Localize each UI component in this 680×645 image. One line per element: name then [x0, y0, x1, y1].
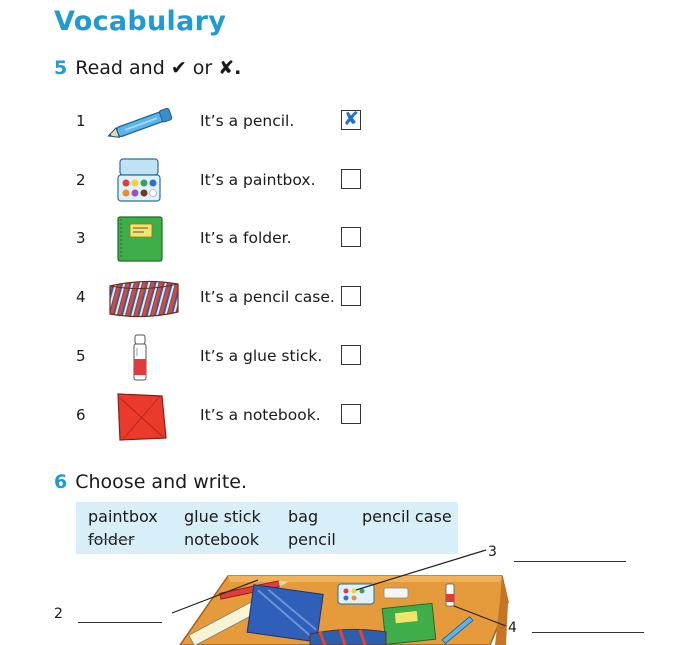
instruction-text: Choose and write. — [75, 471, 248, 493]
cross-symbol: ✘. — [218, 57, 242, 79]
folder-icon — [104, 215, 182, 265]
word-bank-item: paintbox — [88, 507, 158, 526]
instruction-text: Read and — [75, 57, 165, 79]
word-bank-item: pencil — [288, 530, 336, 549]
list-item — [0, 392, 680, 442]
list-item — [0, 274, 680, 324]
item-number: 2 — [76, 171, 86, 189]
answer-checkbox[interactable] — [341, 227, 361, 247]
item-number: 1 — [76, 112, 86, 130]
label-number: 2 — [54, 606, 63, 622]
or-text: or — [192, 57, 213, 79]
list-item — [0, 215, 680, 265]
answer-checkbox[interactable] — [341, 404, 361, 424]
label-number: 3 — [488, 544, 497, 560]
item-text: It’s a glue stick. — [200, 347, 323, 365]
exercise-number: 6 — [54, 471, 68, 493]
word-bank-item: notebook — [184, 530, 260, 549]
list-item — [0, 157, 680, 207]
label-number: 4 — [508, 620, 517, 636]
exercise-5-heading — [54, 57, 241, 79]
item-number: 5 — [76, 347, 86, 365]
list-item — [0, 333, 680, 383]
item-text: It’s a pencil. — [200, 112, 295, 130]
answer-checkbox[interactable]: ✘ — [341, 110, 361, 130]
answer-line[interactable] — [514, 561, 626, 562]
word-bank-item-crossed: folder — [88, 530, 135, 549]
item-number: 3 — [76, 229, 86, 247]
item-text: It’s a pencil case. — [200, 288, 335, 306]
item-text: It’s a notebook. — [200, 406, 321, 424]
pencil-case-icon — [104, 274, 182, 324]
pencil-icon — [104, 98, 182, 148]
answer-checkbox[interactable] — [341, 345, 361, 365]
desk-illustration — [150, 560, 510, 645]
glue-stick-icon — [104, 333, 182, 383]
word-bank-item: glue stick — [184, 507, 261, 526]
word-bank-item: bag — [288, 507, 319, 526]
list-item — [0, 98, 680, 148]
answer-line[interactable] — [78, 622, 162, 623]
answer-checkbox[interactable] — [341, 169, 361, 189]
answer-line[interactable] — [532, 632, 644, 633]
answer-checkbox[interactable] — [341, 286, 361, 306]
item-text: It’s a paintbox. — [200, 171, 316, 189]
word-bank — [76, 502, 458, 554]
page-title: Vocabulary — [54, 6, 227, 37]
tick-symbol: ✔ — [170, 57, 187, 79]
notebook-icon — [104, 392, 182, 442]
paintbox-icon — [104, 157, 182, 207]
exercise-6-heading — [54, 471, 247, 493]
item-number: 6 — [76, 406, 86, 424]
exercise-number: 5 — [54, 57, 68, 79]
item-number: 4 — [76, 288, 86, 306]
item-text: It’s a folder. — [200, 229, 292, 247]
word-bank-item: pencil case — [362, 507, 452, 526]
